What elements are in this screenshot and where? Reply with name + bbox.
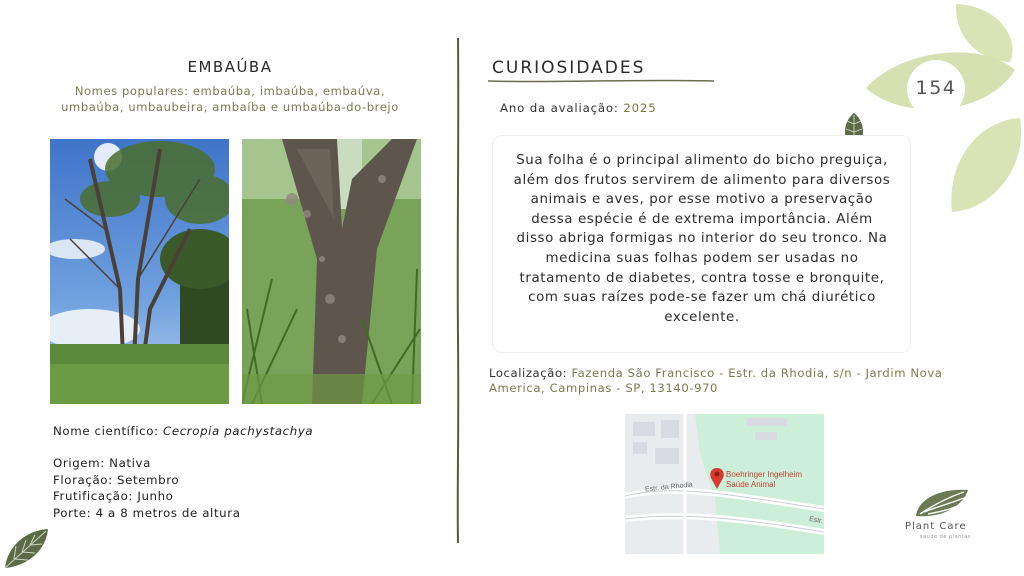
size: Porte: 4 a 8 metros de altura [53,505,241,520]
tree-photo [50,139,229,404]
common-names-line-1: Nomes populares: embaúba, imbaúba, embaúva, [74,84,386,98]
common-names [44,83,416,115]
origin: Origem: Nativa [53,456,151,470]
street-label: Estr. da Rhodia [644,481,694,494]
species-title: EMBAÚBA [187,58,273,76]
curiosities-text: Sua folha é o principal alimento do bicho preguiça, além dos frutos servirem de alimento para diversos animais e aves, por esse motivo a preservação dessa espécie é de extrema importância. Além disso abriga formigas no interior do seu tronco. Na medicina suas folhas podem ser usadas no tratamento de diabetes, contra tosse e bronquite, com suas raízes pode-se fazer um chá diurético excelente. [513,153,891,325]
evaluation-year [500,101,657,115]
year-value: 2025 [623,101,657,115]
brand-name: Plant Care [905,521,967,532]
location-label: Localização: [489,366,568,380]
leaf-icon [2,526,50,570]
map-place-label [726,470,802,490]
brand-tagline: saúde de plantas [920,534,971,540]
flowering: Floração: Setembro [53,472,180,487]
year-label: Ano da avaliação: [500,101,619,115]
plant-care-logo [912,486,972,520]
location-address: Fazenda São Francisco - Estr. da Rhodia, s/n - Jardim Nova America, Campinas - SP, 13140-970 [489,366,943,395]
common-names-line-2: umbaúba, umbaubeira, ambaíba e umbaúba-do-brejo [61,100,399,114]
map-place-line-1: Boehringer Ingelheim [726,470,803,479]
fruiting: Frutificação: Junho [53,489,174,503]
location-map[interactable] [625,414,824,554]
scientific-name-label: Nome científico: [53,424,159,438]
scientific-name [53,424,313,438]
page-number: 154 [915,77,957,99]
species-details [53,455,241,521]
scientific-name-value: Cecropia pachystachya [163,424,314,438]
map-place-line-2: Saúde Animal [726,480,776,489]
column-divider [455,38,461,543]
trunk-photo [242,139,421,404]
curiosities-title: CURIOSIDADES [492,58,646,78]
title-underline [488,78,714,84]
location [489,366,989,396]
street-label-2: Estr. [808,515,824,526]
